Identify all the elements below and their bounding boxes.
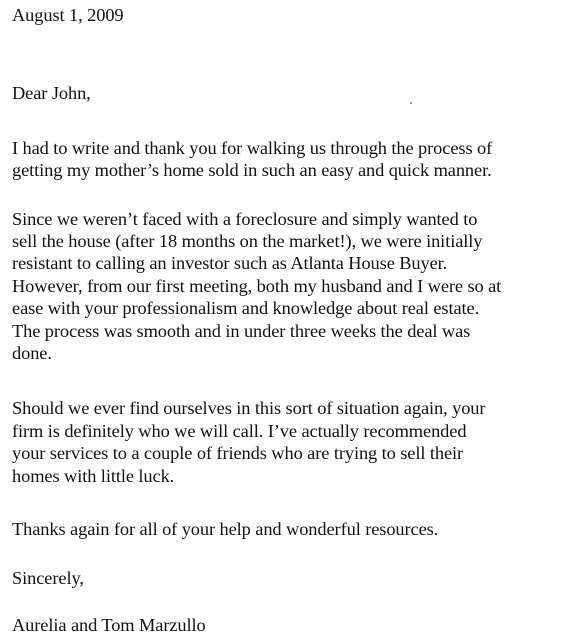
paragraph-2-line-7: done. (12, 343, 52, 363)
salutation: Dear John, (12, 83, 91, 103)
paragraph-2-line-6: The process was smooth and in under three weeks the deal was (12, 321, 471, 341)
paragraph-2-line-2: sell the house (after 18 months on the market!), we were initially (12, 231, 483, 251)
signature: Aurelia and Tom Marzullo (12, 615, 206, 635)
letter-date: August 1, 2009 (12, 5, 124, 25)
paragraph-1-line-2: getting my mother’s home sold in such an easy and quick manner. (12, 160, 492, 180)
paragraph-2-line-1: Since we weren’t faced with a foreclosure and simply wanted to (12, 209, 478, 229)
paragraph-3-line-1: Should we ever find ourselves in this sort of situation again, your (12, 398, 486, 418)
closing: Sincerely, (12, 568, 84, 588)
paragraph-3-line-3: your services to a couple of friends who are trying to sell their (12, 443, 464, 463)
paragraph-2-line-3: resistant to calling an investor such as Atlanta House Buyer. (12, 253, 448, 273)
paragraph-2-line-5: ease with your professionalism and knowledge about real estate. (12, 298, 480, 318)
paragraph-1-line-1: I had to write and thank you for walking us through the process of (12, 138, 493, 158)
scan-speck (410, 102, 412, 104)
paragraph-3-line-2: firm is definitely who we will call. I’ve actually recommended (12, 421, 467, 441)
paragraph-2-line-4: However, from our first meeting, both my husband and I were so at (12, 276, 502, 296)
paragraph-4-line-1: Thanks again for all of your help and wonderful resources. (12, 519, 439, 539)
paragraph-3-line-4: homes with little luck. (12, 466, 175, 486)
